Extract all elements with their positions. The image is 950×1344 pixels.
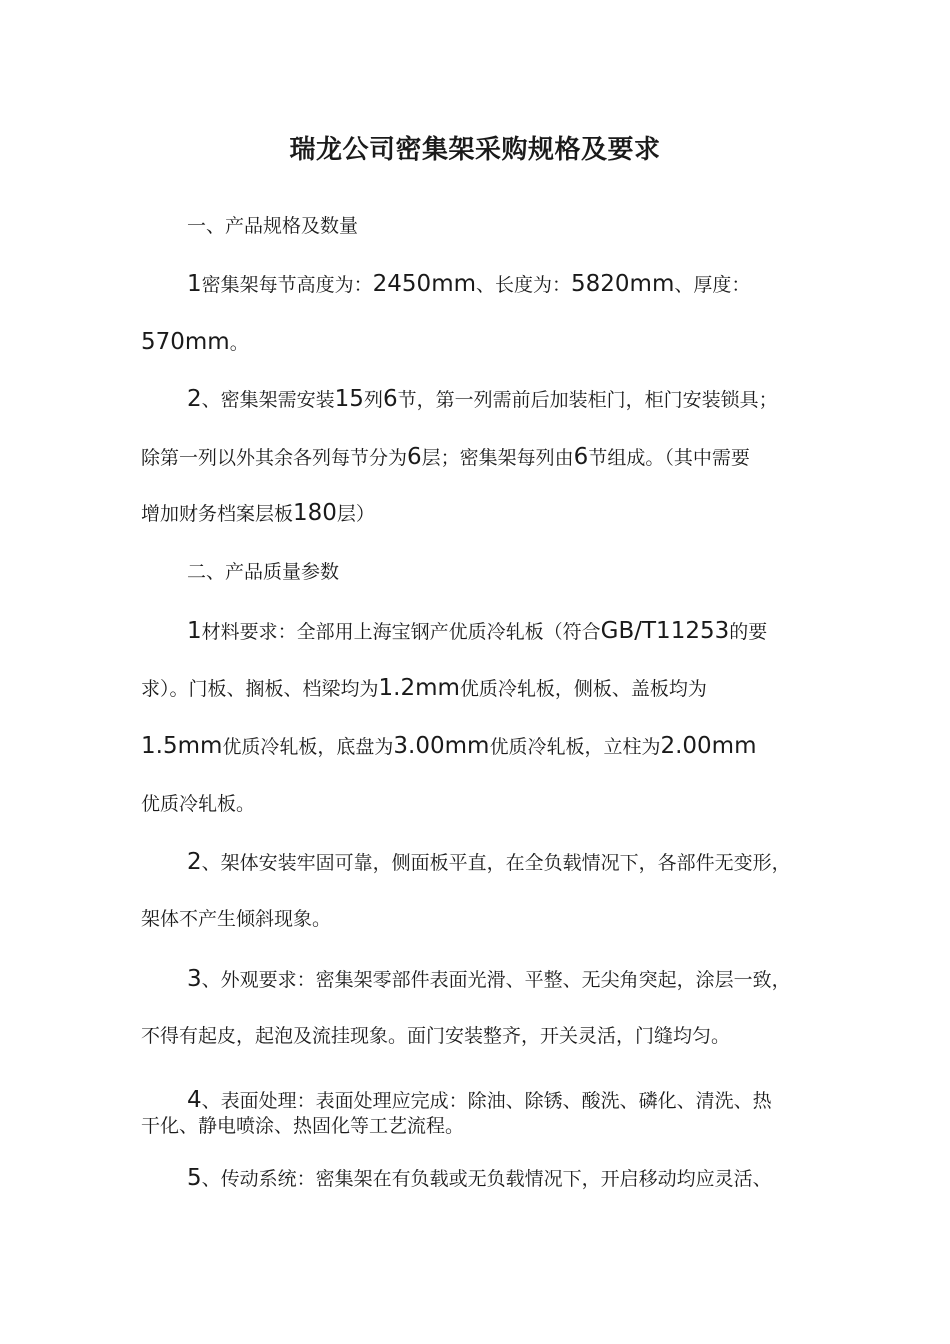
section2-item4-line2: 干化、静电喷涂、热固化等工艺流程。 xyxy=(141,1115,465,1137)
number-run: 5820mm xyxy=(571,271,675,297)
text-run: 、表面处理：表面处理应完成：除油、除锈、酸洗、磷化、清洗、热 xyxy=(201,1090,772,1112)
section1-item1-line2 xyxy=(141,328,841,357)
number-run: 3.00mm xyxy=(393,733,490,759)
section2-item3-line2: 不得有起皮，起泡及流挂现象。面门安装整齐，开关灵活，门缝均匀。 xyxy=(141,1025,731,1047)
page-title: 瑞龙公司密集架采购规格及要求 xyxy=(289,135,661,165)
text-run: 。 xyxy=(229,332,249,354)
section2-item4-line1 xyxy=(187,1087,887,1114)
text-run: 的要 xyxy=(729,621,768,643)
number-run: 2.00mm xyxy=(660,733,757,759)
text-run: 、密集架需安装 xyxy=(201,389,335,411)
text-run: 节，第一列需前后加装柜门，柜门安装锁具； xyxy=(397,389,778,411)
number-run: 180 xyxy=(293,500,337,526)
number-run: 6 xyxy=(407,444,422,470)
section2-item2-line2: 架体不产生倾斜现象。 xyxy=(141,908,332,930)
text-run: 层；密集架每列由 xyxy=(421,447,574,469)
text-run: 密集架每节高度为： xyxy=(201,274,373,296)
text-run: 、传动系统：密集架在有负载或无负载情况下，开启移动均应灵活、 xyxy=(201,1168,772,1190)
number-run: GB/T11253 xyxy=(600,618,730,644)
section2-item2-line1 xyxy=(187,848,887,877)
text-run: 、厚度： xyxy=(674,274,751,296)
section1-item2-line2 xyxy=(141,443,841,472)
item-number: 1 xyxy=(187,271,202,297)
number-run: 1.2mm xyxy=(378,675,460,701)
number-run: 2450mm xyxy=(372,271,476,297)
section2-item1-line3 xyxy=(141,732,841,761)
section2-item5-line1 xyxy=(187,1164,887,1193)
item-number: 3 xyxy=(187,966,202,992)
item-number: 1 xyxy=(187,618,202,644)
section1-item1-line1 xyxy=(187,270,887,299)
text-run: 除第一列以外其余各列每节分为 xyxy=(141,447,408,469)
text-run: 优质冷轧板，立柱为 xyxy=(489,736,661,758)
text-run: 、外观要求：密集架零部件表面光滑、平整、无尖角突起，涂层一致， xyxy=(201,969,791,991)
section2-item3-line1 xyxy=(187,965,887,994)
text-run: 增加财务档案层板 xyxy=(141,503,294,525)
number-run: 15 xyxy=(334,386,364,412)
text-run: 材料要求：全部用上海宝钢产优质冷轧板（符合 xyxy=(201,621,601,643)
number-run: 6 xyxy=(382,386,398,412)
text-run: 、长度为： xyxy=(476,274,572,296)
text-run: 、架体安装牢固可靠，侧面板平直，在全负载情况下，各部件无变形， xyxy=(201,852,791,874)
number-run: 6 xyxy=(573,444,589,470)
text-run: 节组成。（其中需要 xyxy=(588,447,750,469)
text-run: 求）。门板、搁板、档梁均为 xyxy=(141,678,379,700)
section2-item1-line2 xyxy=(141,674,841,703)
section2-item1-line4: 优质冷轧板。 xyxy=(141,793,256,815)
number-run: 1.5mm xyxy=(141,733,223,759)
section1-item2-line1 xyxy=(187,385,887,414)
section1-item2-line3 xyxy=(141,499,841,528)
text-run: 列 xyxy=(363,389,383,411)
item-number: 2 xyxy=(187,386,202,412)
item-number: 2 xyxy=(187,849,202,875)
section2-heading: 二、产品质量参数 xyxy=(187,561,340,583)
number-run: 570mm xyxy=(141,329,230,355)
section2-item1-line1 xyxy=(187,617,887,646)
section1-heading: 一、产品规格及数量 xyxy=(187,215,359,237)
text-run: 优质冷轧板，底盘为 xyxy=(222,736,394,758)
item-number: 4 xyxy=(187,1087,202,1113)
text-run: 层） xyxy=(336,503,375,525)
text-run: 优质冷轧板，侧板、盖板均为 xyxy=(459,678,707,700)
item-number: 5 xyxy=(187,1165,202,1191)
